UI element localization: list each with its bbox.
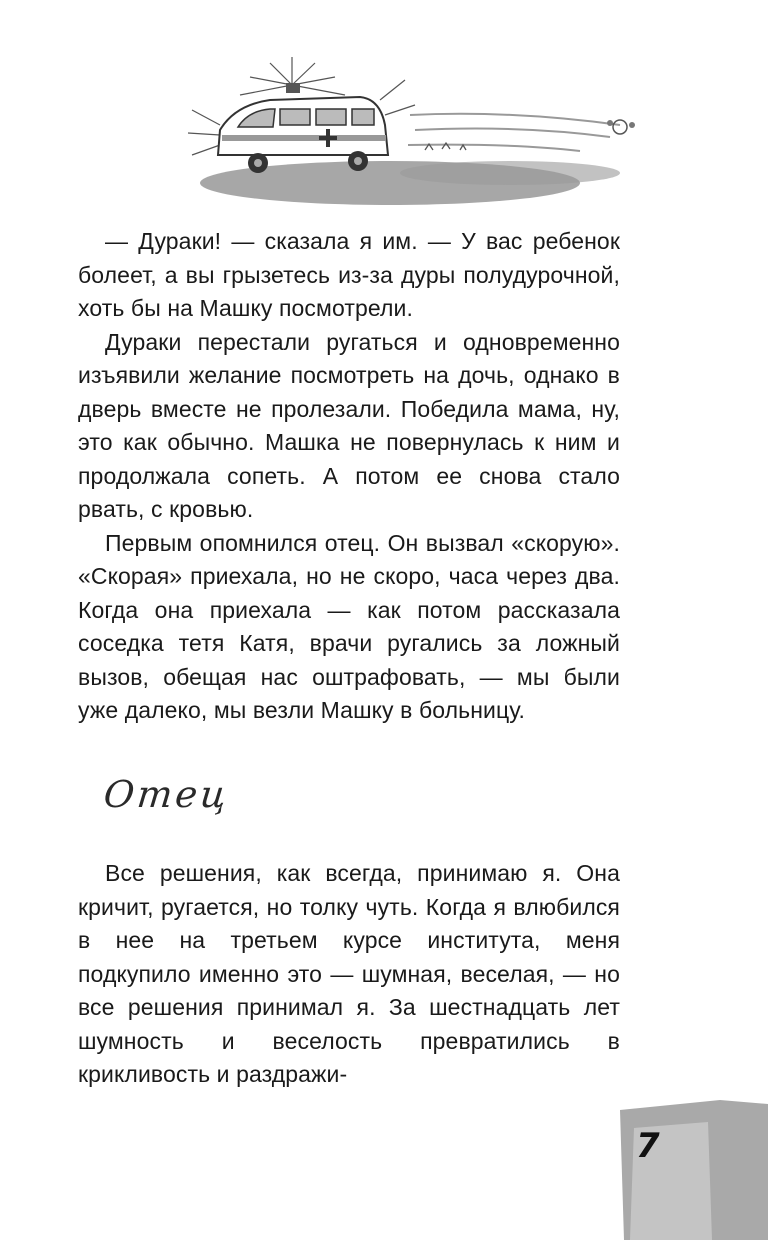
paragraph: Дураки перестали ругаться и одновременно изъявили желание посмотреть на дочь, однако в дверь вместе не пролезали. Победила мама, ну, это как обычно. Машка не повернулась к ним и продолжала сопеть. А потом ее снова стало рвать, с кровью. (78, 328, 620, 522)
text-block-top (78, 225, 620, 728)
page-tab (620, 1100, 768, 1240)
chapter-title: Отец (101, 773, 232, 816)
ambulance-sketch-icon (180, 55, 650, 215)
paragraph: Все решения, как всегда, принимаю я. Она кричит, ругается, но толку чуть. Когда я влюбился в нее на третьем курсе института, меня подкупило именно это — шумная, веселая, — но все решения принимал я. За шестнадцать лет шумность и веселость превратились в крикливость и раздражи- (78, 860, 620, 1087)
paragraph: — Дураки! — сказала я им. — У вас ребенок болеет, а вы грызетесь из-за дуры полудурочной, хоть бы на Машку посмотрели. (78, 228, 620, 321)
paragraph: Первым опомнился отец. Он вызвал «скорую». «Скорая» приехала, но не скоро, часа через два. Когда она приехала — как потом рассказала соседка тетя Катя, врачи ругались за ложный вызов, обещая нас оштрафовать, — мы были уже далеко, мы везли Машку в больницу. (78, 529, 620, 723)
page-number: 7 (636, 1126, 660, 1166)
text-block-bottom (78, 857, 620, 1092)
